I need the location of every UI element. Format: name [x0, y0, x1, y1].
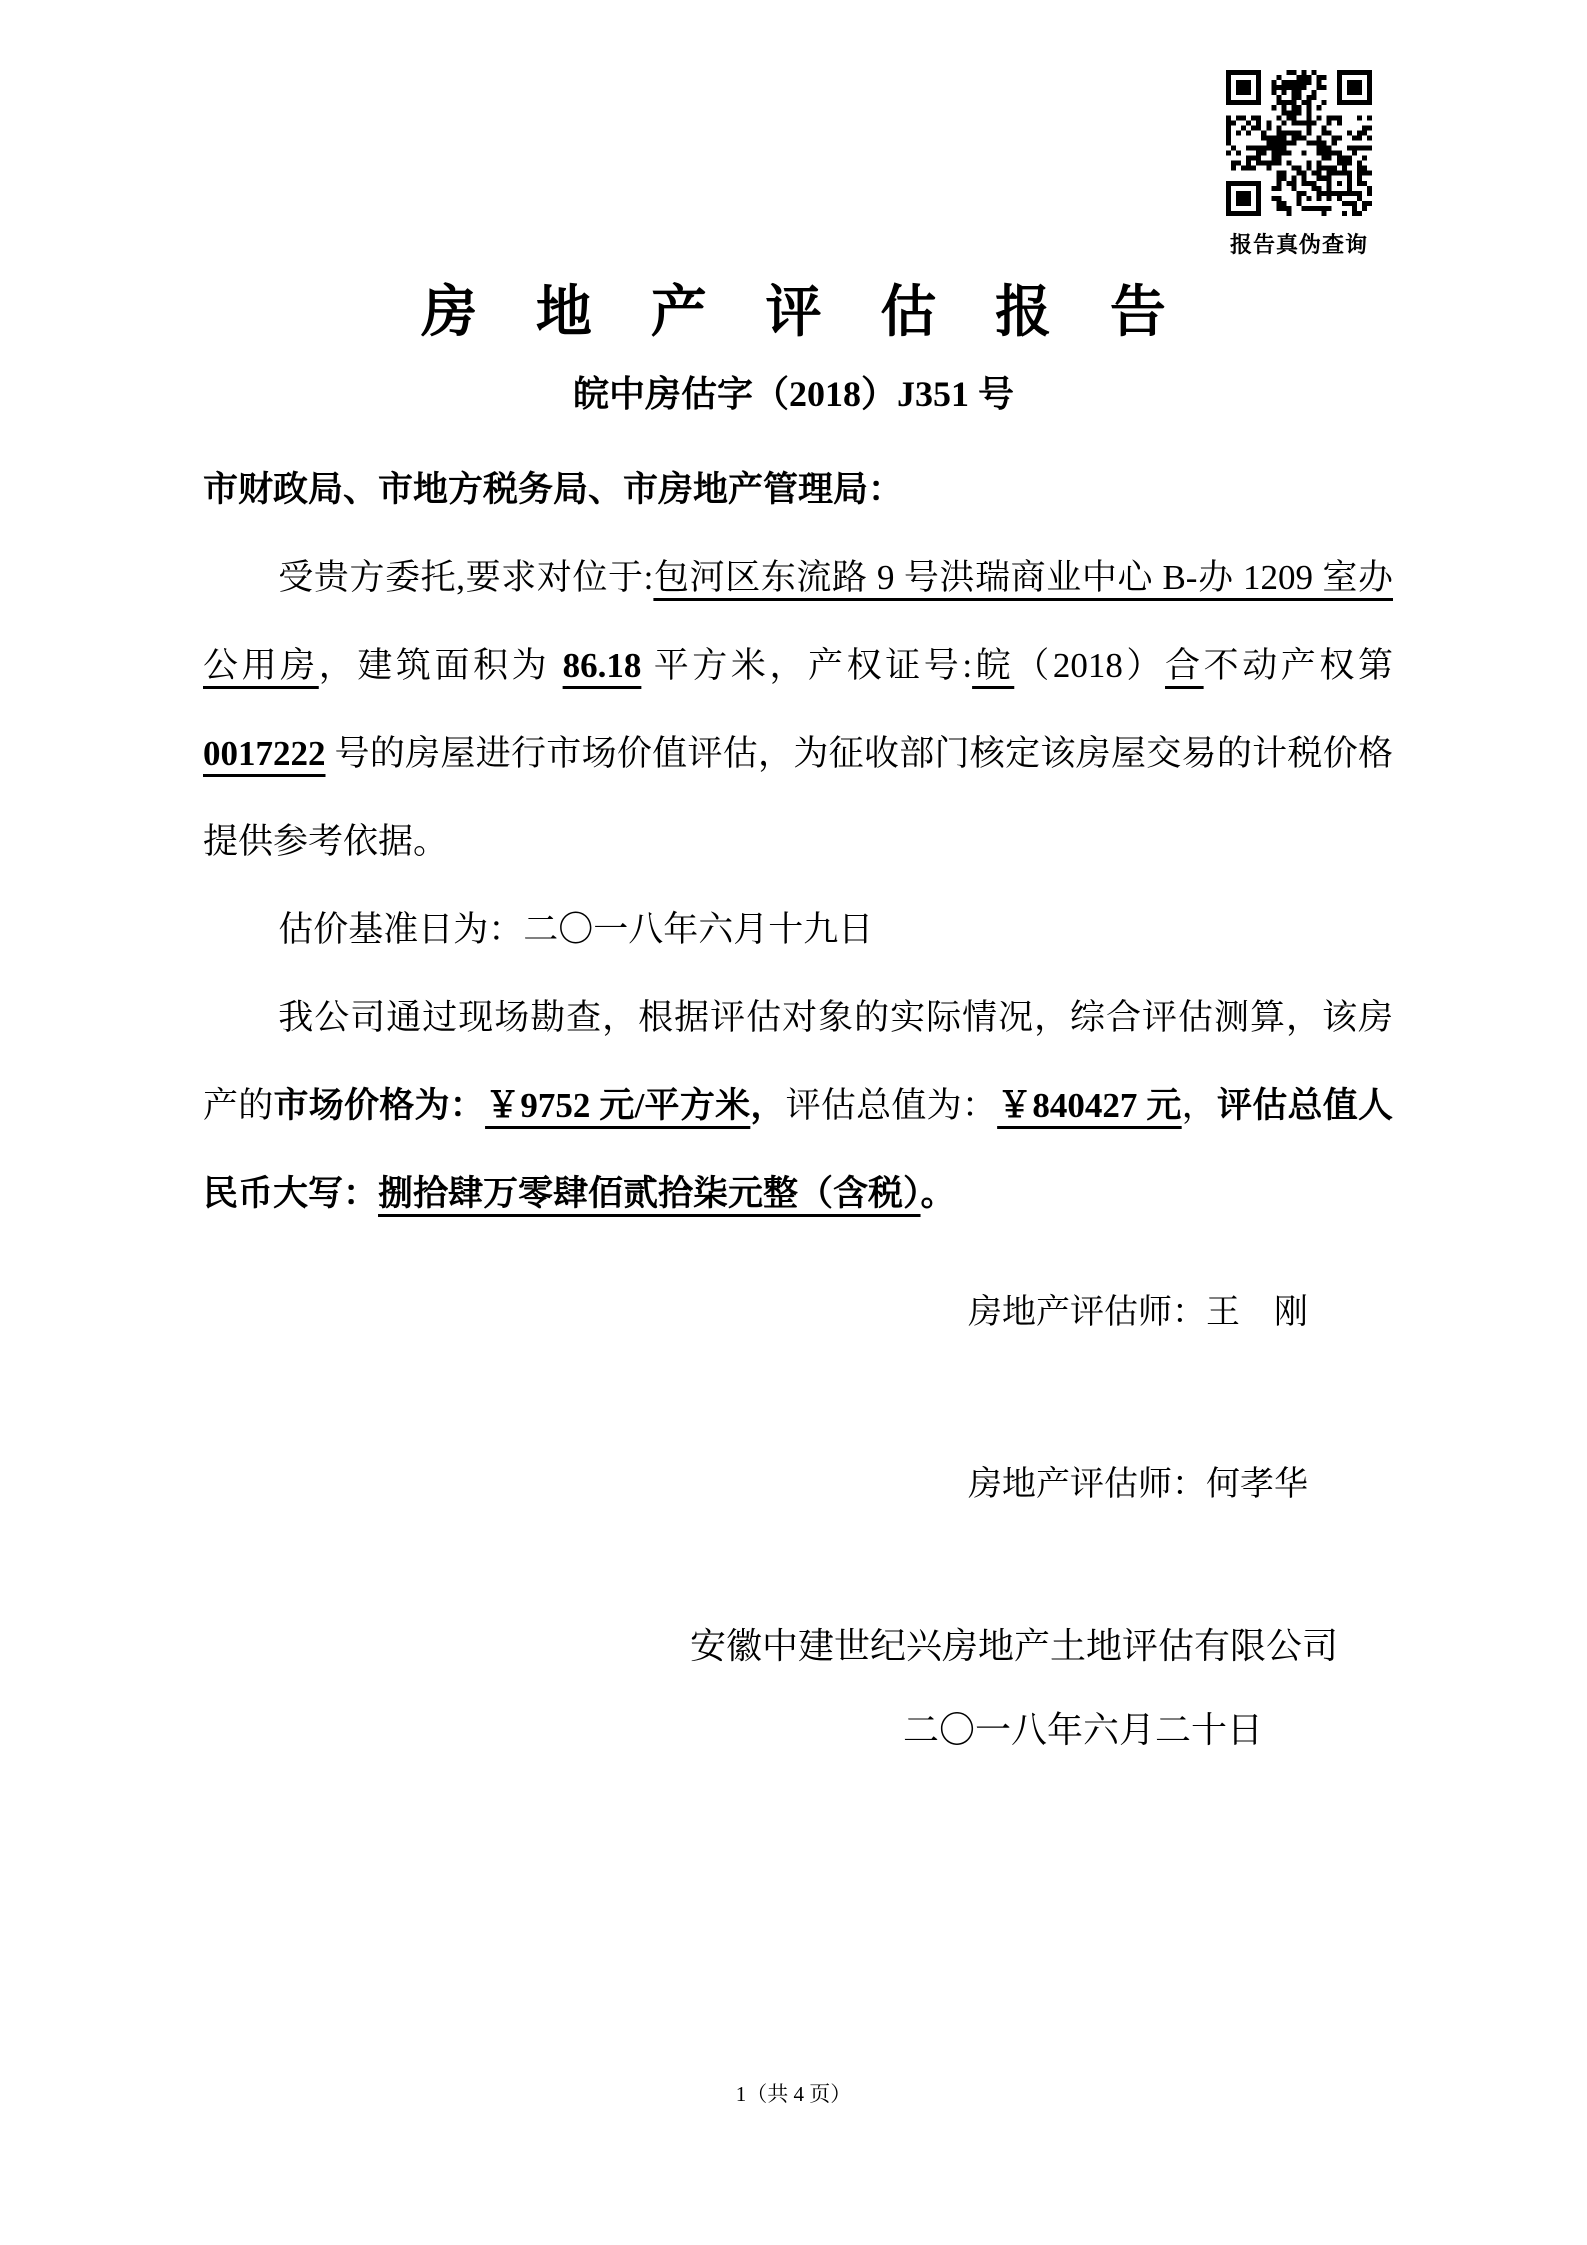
text-run: 号的房屋进行市场价值评估，为征收部门核定该房屋交易的计税价格提供参考依据。	[203, 734, 1393, 861]
unit-price-label: 市场价格为：	[273, 1086, 486, 1125]
cert-city: 合	[1165, 646, 1204, 685]
text-run: ，	[750, 1086, 786, 1125]
report-title: 房地产评估报告	[421, 282, 1225, 344]
text-run: ，建筑面积为	[318, 646, 563, 685]
text-run: 我公司通过现场勘查，根据评估对象的实际情况，综合评估测算，该房产的	[203, 998, 1393, 1125]
text-run: 不动产权第	[1203, 646, 1393, 685]
amount-in-words-value: 捌拾肆万零肆佰贰拾柒元整（含税）	[378, 1174, 921, 1213]
paragraph-valuation-date: 估价基准日为：二〇一八年六月十九日	[278, 910, 874, 949]
text-run: （2018）	[1014, 646, 1166, 685]
paragraph-entrustment	[203, 534, 1393, 886]
cert-prefix: 皖	[972, 646, 1015, 685]
appraiser-signature-1: 房地产评估师：王 刚	[968, 1294, 1308, 1331]
text-run: 平方米，产权证号:	[641, 646, 973, 685]
text-run: ，	[1181, 1086, 1217, 1125]
report-issue-date: 二〇一八年六月二十日	[903, 1710, 1264, 1750]
unit-price-value: ￥9752 元/平方米	[485, 1086, 751, 1125]
appraiser-signature-2: 房地产评估师：何孝华	[968, 1466, 1308, 1503]
text-run: 。	[920, 1174, 956, 1213]
qr-caption: 报告真伪查询	[1229, 232, 1368, 257]
report-body	[203, 446, 1393, 1238]
text-run: 受贵方委托,要求对位于:	[278, 558, 654, 597]
property-address: 包河区东流路 9 号洪瑞商业中心 B-办 1209 室办公用房	[203, 558, 1393, 685]
amount-in-words-label: 评估总值人民币大写：	[203, 1086, 1393, 1213]
cert-number: 0017222	[203, 734, 326, 773]
report-doc-number: 皖中房估字（2018）J351 号	[572, 374, 1014, 414]
total-value-label: 评估总值为：	[785, 1086, 998, 1125]
issuing-company-name: 安徽中建世纪兴房地产土地评估有限公司	[690, 1626, 1339, 1666]
paragraph-valuation-result	[203, 974, 1393, 1238]
page-number-footer: 1（共 4 页）	[735, 2082, 852, 2106]
addressee-line: 市财政局、市地方税务局、市房地产管理局：	[203, 470, 904, 509]
total-value-amount: ￥840427 元	[997, 1086, 1182, 1125]
qr-verification-block	[1224, 70, 1374, 259]
qr-code-icon	[1226, 70, 1372, 216]
building-area-value: 86.18	[562, 646, 642, 685]
